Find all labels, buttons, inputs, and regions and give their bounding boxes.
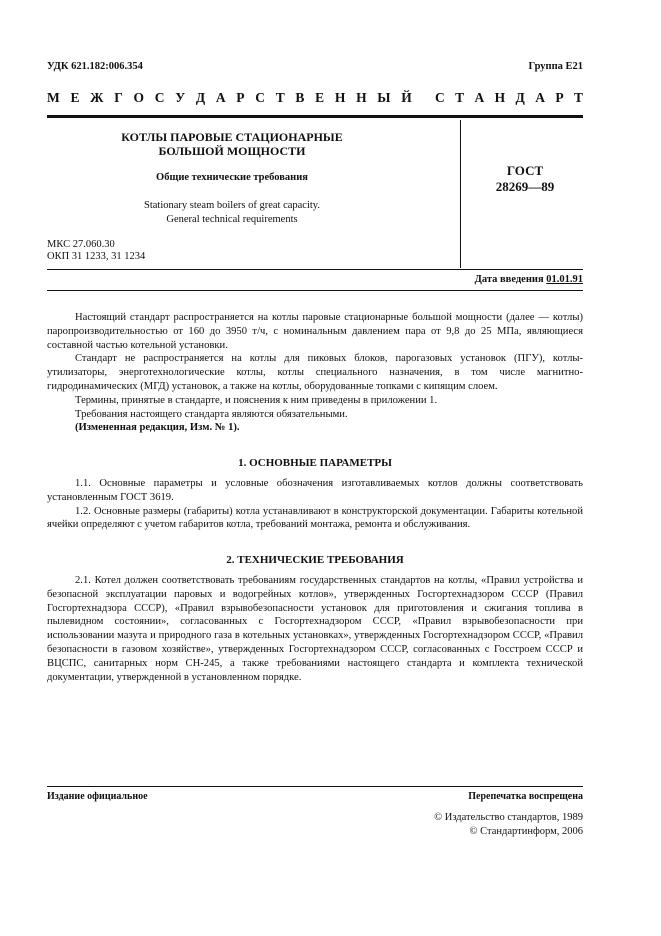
banner-letter: С xyxy=(154,90,165,105)
group-code: Группа Е21 xyxy=(528,61,583,72)
intro-paragraph: Стандарт не распространяется на котлы для пиковых блоков, парогазовых установок (ПГУ), котлы-утилизаторы, энерготехнологические котлы, котлы специального назначения, в том числе магнитно-гидродинамических (МГД) установок, а также на котлы, оборудованные топками с кипящим слоем. xyxy=(47,353,583,392)
effective-date xyxy=(475,274,583,285)
banner-letter: Д xyxy=(195,90,206,105)
date-rule xyxy=(47,290,583,291)
intro-paragraph: Термины, принятые в стандарте, и пояснения к ним приведены в приложении 1. xyxy=(75,394,438,406)
effective-date-label: Дата введения xyxy=(474,274,547,285)
section1-text xyxy=(47,477,583,532)
copyright-2006: © Стандартинформ, 2006 xyxy=(469,826,583,837)
banner-letter: А xyxy=(215,90,226,105)
section-heading-technical: 2. ТЕХНИЧЕСКИЕ ТРЕБОВАНИЯ xyxy=(226,554,404,566)
clause-1-1: 1.1. Основные параметры и условные обозначения изготавливаемых котлов должны соответствовать установленным ГОСТ 3619. xyxy=(47,478,583,503)
banner-letter: Т xyxy=(573,90,583,105)
banner-letter: А xyxy=(535,90,545,105)
udk-code: УДК 621.182:006.354 xyxy=(47,61,143,72)
gost-label: ГОСТ xyxy=(506,163,544,178)
intro-text xyxy=(47,311,583,435)
effective-date-value: 01.01.91 xyxy=(546,274,583,285)
doc-title-line2: БОЛЬШОЙ МОЩНОСТИ xyxy=(158,144,306,158)
title-divider xyxy=(460,120,461,268)
banner-letter: Т xyxy=(455,90,465,105)
banner-letter: Ж xyxy=(90,90,104,105)
banner-letter: Й xyxy=(401,90,412,105)
banner-letter: Н xyxy=(334,90,346,105)
english-title-line2: General technical requirements xyxy=(166,214,298,225)
banner-letter: Г xyxy=(114,90,123,105)
codes-rule xyxy=(47,269,583,270)
section2-text xyxy=(47,574,583,684)
banner-letter: М xyxy=(47,90,60,105)
gost-number: 28269—89 xyxy=(495,179,555,194)
banner-letter: С xyxy=(435,90,445,105)
banner-letter: С xyxy=(255,90,265,105)
banner-letter: Т xyxy=(275,90,285,105)
classification-codes xyxy=(47,239,145,263)
banner-letter: Д xyxy=(515,90,525,105)
intro-paragraph: Требования настоящего стандарта являются обязательными. xyxy=(75,408,348,420)
banner-letter: В xyxy=(295,90,305,105)
banner-letter: Ы xyxy=(377,90,391,105)
banner-letter: Е xyxy=(70,90,80,105)
banner-word-interstate xyxy=(47,90,412,106)
banner-letter: У xyxy=(175,90,186,105)
reprint-prohibited: Перепечатка воспрещена xyxy=(468,791,583,802)
banner-letter: О xyxy=(133,90,145,105)
mks-code: МКС 27.060.30 xyxy=(47,239,115,250)
clause-1-2: 1.2. Основные размеры (габариты) котла устанавливают в конструкторской документации. Габариты котельной ячейки определяют с учетом габаритов котла, требований монтажа, ремонта и обслуживания. xyxy=(47,505,583,531)
okp-code: ОКП 31 1233, 31 1234 xyxy=(47,251,146,262)
banner-word-standard xyxy=(435,90,583,106)
english-title-line1: Stationary steam boilers of great capacity. xyxy=(143,200,320,211)
banner-letter: А xyxy=(474,90,485,105)
amendment-note: (Измененная редакция, Изм. № 1). xyxy=(75,422,240,434)
intro-paragraph: Настоящий стандарт распространяется на котлы паровые стационарные большой мощности (далее — котлы) паропроизводительностью от 160 до 3950 т/ч, с номинальным давлением пара от 9,8 до 25 МПа, являющиеся составной частью котельной установки. xyxy=(47,312,583,351)
header-rule xyxy=(47,115,583,118)
doc-subtitle: Общие технические требования xyxy=(156,172,308,183)
banner-letter: Р xyxy=(236,90,245,105)
clause-2-1: 2.1. Котел должен соответствовать требованиям государственных стандартов на котлы, «Правил устройства и безопасной эксплуатации паровых и водогрейных котлов», утвержденных Госгортехнадзором СССР (Правил Госгортехнадзора СССР), «Правил взрывобезопасности установок для приготовления и сжигания топлива в пылевидном состоянии», согласованных с Госгортехнадзором СССР, «Правил взрывобезопасности при использовании мазута и природного газа в котельных установках», утвержденных Госгортехнадзором СССР, «Правил безопасности в газовом хозяйстве», утвержденных Госгортехнадзором СССР, согласованных с Госстроем СССР и ВЦСПС, санитарных норм СН-245, а также требованиями настоящего стандарта и комплекта технической документации, утвержденной в установленном порядке. xyxy=(47,575,583,683)
banner-letter: Р xyxy=(555,90,564,105)
official-edition: Издание официальное xyxy=(47,791,148,802)
standard-banner xyxy=(47,90,583,106)
doc-title-line1: КОТЛЫ ПАРОВЫЕ СТАЦИОНАРНЫЕ xyxy=(121,130,343,144)
footer-rule xyxy=(47,786,583,787)
banner-letter: Н xyxy=(494,90,506,105)
banner-letter: Е xyxy=(315,90,325,105)
copyright-1989: © Издательство стандартов, 1989 xyxy=(434,812,583,823)
banner-letter: Н xyxy=(356,90,367,105)
section-heading-parameters: 1. ОСНОВНЫЕ ПАРАМЕТРЫ xyxy=(238,457,392,469)
